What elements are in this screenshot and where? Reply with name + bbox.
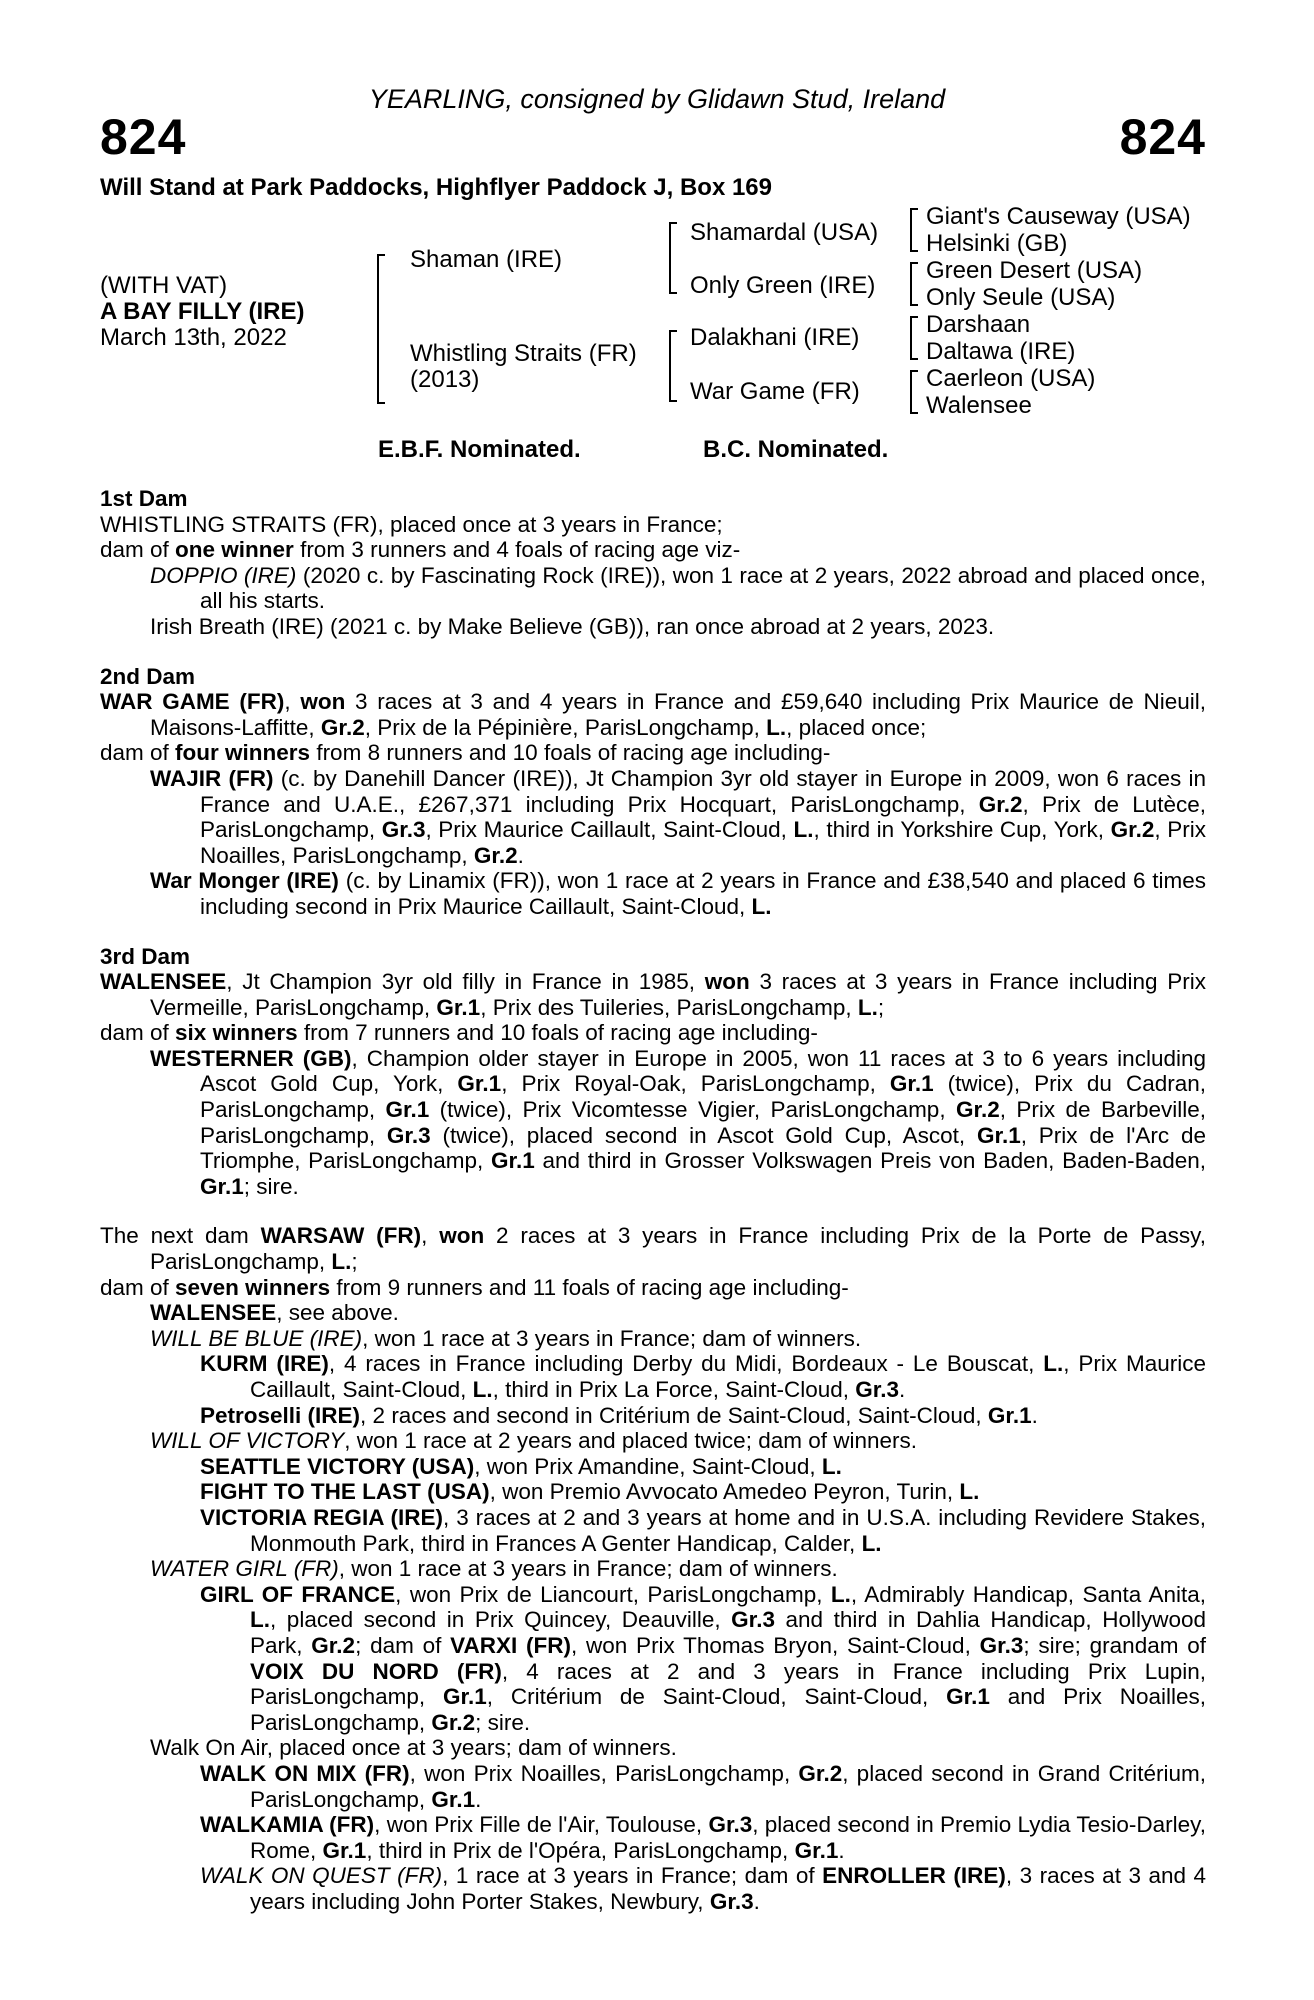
produce-will-be-blue: WILL BE BLUE (IRE), won 1 race at 3 years in France; dam of winners. <box>150 1325 862 1351</box>
dam-dam: War Game (FR) <box>690 378 860 405</box>
produce-petroselli: Petroselli (IRE), 2 races and second in Critérium de Saint-Cloud, Saint-Cloud, Gr.1. <box>200 1402 1038 1428</box>
lot-number-right: 824 <box>1119 109 1206 165</box>
produce-westerner: WESTERNER (GB), Champion older stayer in Europe in 2005, won 11 races at 3 to 6 years including Ascot Gold Cup, York, Gr.1, Prix Royal-Oak, ParisLongchamp, Gr.1 (twice), Prix du Cadran, ParisLongchamp, Gr.1 (twice), Prix Vicomtesse Vigier, ParisLongchamp, Gr.2, Prix de Barbeville, ParisLongchamp, Gr.3 (twice), placed second in Ascot Gold Cup, Ascot, Gr.1, Prix de l'Arc de Triomphe, ParisLongchamp, Gr.1 and third in Grosser Volkswagen Preis von Baden, Baden-Baden, Gr.1; sire. <box>150 1045 1206 1199</box>
sire-dam-brace <box>377 254 379 404</box>
horse-name: A BAY FILLY (IRE) <box>100 298 305 325</box>
dam-sire-dam: Daltawa (IRE) <box>926 338 1076 365</box>
produce-water-girl: WATER GIRL (FR), won 1 race at 3 years in France; dam of winners. <box>150 1556 838 1582</box>
dd-brace <box>910 370 912 414</box>
produce-will-of-victory: WILL OF VICTORY, won 1 race at 2 years and placed twice; dam of winners. <box>150 1428 918 1454</box>
dam-sire-sire: Darshaan <box>926 311 1031 338</box>
catalogue-text <box>100 486 1206 1914</box>
produce-seattle-victory: SEATTLE VICTORY (USA), won Prix Amandine, Saint-Cloud, L. <box>200 1453 842 1479</box>
dam-parents-brace <box>669 330 671 402</box>
consignor-line: YEARLING, consigned by Glidawn Stud, Ireland <box>368 84 946 114</box>
first-dam-heading: 1st Dam <box>100 486 188 511</box>
sire: Shaman (IRE) <box>410 246 563 273</box>
second-dam-produce: dam of four winners from 8 runners and 10 foals of racing age including- <box>100 740 831 766</box>
lot-number-left: 824 <box>100 109 187 165</box>
next-dam-produce: dam of seven winners from 9 runners and 11 foals of racing age including- <box>100 1274 849 1300</box>
produce-war-monger: War Monger (IRE) (c. by Linamix (FR)), won 1 race at 2 years in France and £38,540 and placed 6 times including second in Prix Maurice Caillault, Saint-Cloud, L. <box>150 868 1206 919</box>
dam-dam-dam: Walensee <box>926 392 1032 419</box>
stand-location: Will Stand at Park Paddocks, Highflyer Paddock J, Box 169 <box>100 174 772 201</box>
sire-dam-sire: Green Desert (USA) <box>926 257 1143 284</box>
next-dam-summary: The next dam WARSAW (FR), won 2 races at 3 years in France including Prix de la Porte de Passy, ParisLongchamp, L.; <box>100 1223 1206 1275</box>
ebf-nominated: E.B.F. Nominated. <box>378 436 581 463</box>
ds-brace <box>910 316 912 360</box>
produce-walkamia: WALKAMIA (FR), won Prix Fille de l'Air, Toulouse, Gr.3, placed second in Premio Lydia Tesio-Darley, Rome, Gr.1, third in Prix de l'Opéra, ParisLongchamp, Gr.1. <box>200 1812 1207 1863</box>
sire-dam-dam: Only Seule (USA) <box>926 284 1116 311</box>
first-dam-produce: dam of one winner from 3 runners and 4 foals of racing age viz- <box>100 537 741 563</box>
third-dam-summary: WALENSEE, Jt Champion 3yr old filly in France in 1985, won 3 races at 3 years in France including Prix Vermeille, ParisLongchamp, Gr.1, Prix des Tuileries, ParisLongchamp, L.; <box>100 969 1206 1020</box>
dam-dam-sire: Caerleon (USA) <box>926 365 1096 392</box>
first-dam-summary: WHISTLING STRAITS (FR), placed once at 3 years in France; <box>100 511 723 537</box>
sd-brace <box>910 262 912 306</box>
produce-walk-on-air: Walk On Air, placed once at 3 years; dam of winners. <box>150 1735 677 1761</box>
dam-sire: Dalakhani (IRE) <box>690 324 860 351</box>
produce-wajir: WAJIR (FR) (c. by Danehill Dancer (IRE)), Jt Champion 3yr old stayer in Europe in 2009, won 6 races in France and U.A.E., £267,371 including Prix Hocquart, ParisLongchamp, Gr.2, Prix de Lutèce, ParisLongchamp, Gr.3, Prix Maurice Caillault, Saint-Cloud, L., third in Yorkshire Cup, York, Gr.2, Prix Noailles, ParisLongchamp, Gr.2. <box>150 765 1207 868</box>
sire-sire: Shamardal (USA) <box>690 219 879 246</box>
foaling-date: March 13th, 2022 <box>100 324 287 351</box>
produce-doppio: DOPPIO (IRE) (2020 c. by Fascinating Rock (IRE)), won 1 race at 2 years, 2022 abroad and placed once, all his starts. <box>150 562 1207 614</box>
sire-sire-sire: Giant's Causeway (USA) <box>926 203 1191 230</box>
second-dam-heading: 2nd Dam <box>100 663 196 689</box>
vat-label: (WITH VAT) <box>100 272 228 299</box>
produce-kurm: KURM (IRE), 4 races in France including Derby du Midi, Bordeaux - Le Bouscat, L., Prix Maurice Caillault, Saint-Cloud, L., third in Prix La Force, Saint-Cloud, Gr.3. <box>200 1351 1207 1402</box>
produce-walensee: WALENSEE, see above. <box>150 1300 399 1326</box>
dam-year: (2013) <box>410 366 480 393</box>
ss-brace <box>910 208 912 252</box>
sire-sire-dam: Helsinki (GB) <box>926 230 1068 257</box>
produce-irish-breath: Irish Breath (IRE) (2021 c. by Make Believe (GB)), ran once abroad at 2 years, 2023. <box>150 613 995 639</box>
produce-girl-of-france: GIRL OF FRANCE, won Prix de Liancourt, ParisLongchamp, L., Admirably Handicap, Santa Anita, L., placed second in Prix Quincey, Deauville, Gr.3 and third in Dahlia Handicap, Hollywood Park, Gr.2; dam of VARXI (FR), won Prix Thomas Bryon, Saint-Cloud, Gr.3; sire; grandam of VOIX DU NORD (FR), 4 races at 2 and 3 years in France including Prix Lupin, ParisLongchamp, Gr.1, Critérium de Saint-Cloud, Saint-Cloud, Gr.1 and Prix Noailles, ParisLongchamp, Gr.2; sire. <box>200 1581 1206 1735</box>
second-dam-summary: WAR GAME (FR), won 3 races at 3 and 4 years in France and £59,640 including Prix Maurice de Nieuil, Maisons-Laffitte, Gr.2, Prix de la Pépinière, ParisLongchamp, L., placed once; <box>100 689 1206 740</box>
produce-victoria-regia: VICTORIA REGIA (IRE), 3 races at 2 and 3 years at home and in U.S.A. including Revidere Stakes, Monmouth Park, third in Frances A Genter Handicap, Calder, L. <box>200 1504 1206 1556</box>
third-dam-produce: dam of six winners from 7 runners and 10 foals of racing age including- <box>100 1020 818 1046</box>
produce-walk-on-quest: WALK ON QUEST (FR), 1 race at 3 years in France; dam of ENROLLER (IRE), 3 races at 3 and 4 years including John Porter Stakes, Newbury, Gr.3. <box>200 1863 1206 1914</box>
bc-nominated: B.C. Nominated. <box>703 436 889 463</box>
produce-fight-to-the-last: FIGHT TO THE LAST (USA), won Premio Avvocato Amedeo Peyron, Turin, L. <box>200 1479 980 1505</box>
produce-walk-on-mix: WALK ON MIX (FR), won Prix Noailles, ParisLongchamp, Gr.2, placed second in Grand Critérium, ParisLongchamp, Gr.1. <box>200 1760 1206 1812</box>
sire-dam: Only Green (IRE) <box>690 272 876 299</box>
sire-parents-brace <box>669 222 671 294</box>
third-dam-heading: 3rd Dam <box>100 943 191 969</box>
dam: Whistling Straits (FR) <box>410 340 637 367</box>
